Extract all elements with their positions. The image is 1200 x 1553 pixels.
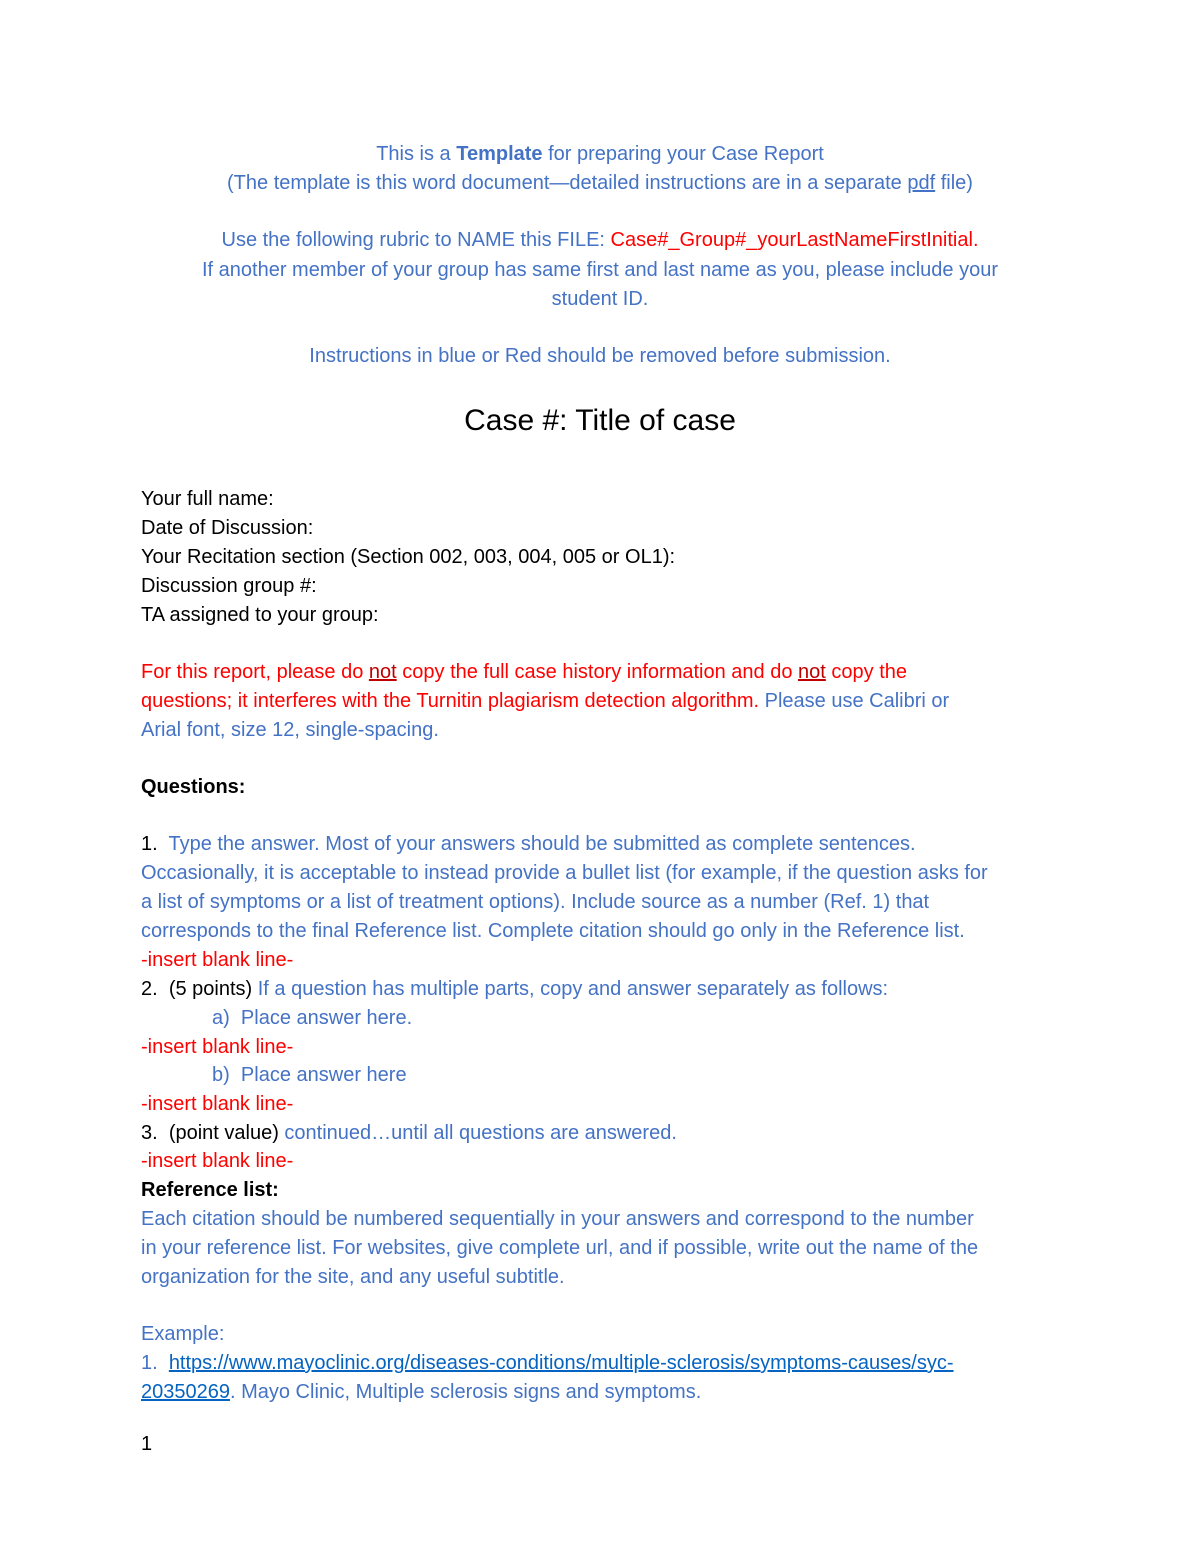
- part-answer: Place answer here.: [240, 1007, 413, 1029]
- warning-text: copy the full case history information and do: [396, 661, 799, 683]
- question-1-answer: Type the answer. Most of your answers should be submitted as complete sentences.: [168, 833, 916, 855]
- warning-text: For this report, please do: [141, 661, 369, 683]
- question-3: [141, 1122, 677, 1145]
- note-text: (The template is this word document—detailed instructions are in a separate: [227, 172, 908, 194]
- question-2b: [212, 1064, 407, 1087]
- warning-line-1: [141, 661, 907, 684]
- example-citation: [141, 1352, 954, 1375]
- reference-instruction-line: Each citation should be numbered sequentially in your answers and correspond to the number: [141, 1208, 974, 1230]
- questions-heading: Questions:: [141, 776, 246, 798]
- citation-description: . Mayo Clinic, Multiple sclerosis signs and symptoms.: [229, 1381, 702, 1403]
- blank-line-marker: -insert blank line-: [141, 1150, 294, 1172]
- page-number: 1: [141, 1433, 153, 1455]
- question-number: 3.: [141, 1122, 158, 1144]
- not-emphasis: not: [368, 661, 397, 683]
- not-emphasis: not: [798, 661, 826, 683]
- part-letter: b): [212, 1064, 230, 1086]
- field-ta: TA assigned to your group:: [141, 604, 379, 626]
- duplicate-name-note: If another member of your group has same first and last name as you, please include your: [202, 259, 998, 281]
- note-text-end: file): [935, 172, 973, 194]
- blank-line-marker: -insert blank line-: [141, 949, 294, 971]
- question-1: [141, 833, 916, 856]
- removal-instruction: Instructions in blue or Red should be removed before submission.: [309, 345, 891, 367]
- reference-instruction-line: organization for the site, and any useful subtitle.: [141, 1266, 565, 1288]
- question-2-instruction: If a question has multiple parts, copy and answer separately as follows:: [252, 978, 889, 1000]
- field-discussion-date: Date of Discussion:: [141, 517, 314, 539]
- naming-instruction: Use the following rubric to NAME this FILE:: [221, 229, 611, 251]
- file-naming-line: [0, 229, 1200, 252]
- question-points: (5 points): [168, 978, 253, 1000]
- intro-text-end: for preparing your Case Report: [542, 143, 824, 165]
- template-word: Template: [456, 143, 543, 165]
- question-2: [141, 978, 888, 1001]
- intro-text: This is a: [376, 143, 457, 165]
- duplicate-name-note-end: student ID.: [551, 288, 649, 310]
- field-full-name: Your full name:: [141, 488, 274, 510]
- reference-instruction-line: in your reference list. For websites, give complete url, and if possible, write out the name of the: [141, 1237, 979, 1259]
- question-3-instruction: continued…until all questions are answered.: [278, 1122, 677, 1144]
- question-number: 2.: [141, 978, 158, 1000]
- font-instruction-end: Arial font, size 12, single-spacing.: [141, 719, 439, 741]
- warning-text: copy the: [825, 661, 908, 683]
- citation-number: 1.: [141, 1352, 158, 1374]
- turnitin-warning: questions; it interferes with the Turnitin plagiarism detection algorithm.: [141, 690, 760, 712]
- question-points: (point value): [168, 1122, 279, 1144]
- file-naming-rubric: Case#_Group#_yourLastNameFirstInitial.: [610, 229, 979, 251]
- warning-line-2: [141, 690, 949, 713]
- blank-line-marker: -insert blank line-: [141, 1036, 294, 1058]
- question-1-answer-line: corresponds to the final Reference list. Complete citation should go only in the Reference list.: [141, 920, 965, 942]
- example-label: Example:: [141, 1323, 225, 1345]
- example-citation-cont: [141, 1381, 701, 1404]
- reference-heading: Reference list:: [141, 1179, 279, 1201]
- question-1-answer-line: a list of symptoms or a list of treatment options). Include source as a number (Ref. 1) that: [141, 891, 930, 913]
- question-1-answer-line: Occasionally, it is acceptable to instead provide a bullet list (for example, if the question asks for: [141, 862, 988, 884]
- field-recitation-section: Your Recitation section (Section 002, 003, 004, 005 or OL1):: [141, 546, 676, 568]
- field-group-number: Discussion group #:: [141, 575, 317, 597]
- pdf-word: pdf: [907, 172, 936, 194]
- citation-link[interactable]: https://www.mayoclinic.org/diseases-conditions/multiple-sclerosis/symptoms-causes/syc-: [168, 1352, 954, 1374]
- citation-link-end[interactable]: 20350269: [141, 1381, 230, 1403]
- question-2a: [212, 1007, 412, 1030]
- part-letter: a): [212, 1007, 230, 1029]
- case-title: Case #: Title of case: [464, 404, 736, 437]
- template-intro-line: [0, 143, 1200, 166]
- part-answer: Place answer here: [240, 1064, 407, 1086]
- font-instruction: Please use Calibri or: [759, 690, 950, 712]
- question-number: 1.: [141, 833, 158, 855]
- blank-line-marker: -insert blank line-: [141, 1093, 294, 1115]
- template-note-line: [0, 172, 1200, 195]
